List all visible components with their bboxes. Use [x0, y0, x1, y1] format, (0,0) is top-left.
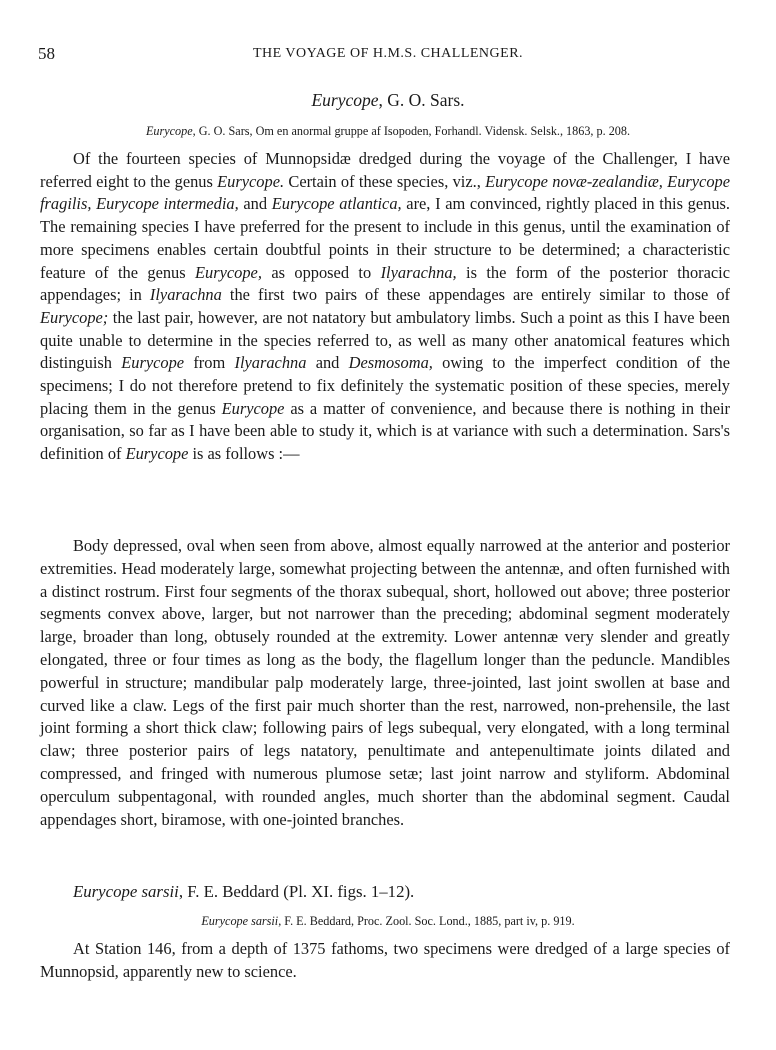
p1-italic-3: Eurycope atlantica, — [271, 194, 402, 214]
p1-text-12: as a matter of convenience, and because there is nothing in their organisation, so far as I have been able to study it, which is at variance with such a determination. Sars's definition of — [40, 398, 730, 464]
intro-paragraph — [40, 148, 730, 466]
p1-text-13: is as follows :— — [188, 444, 300, 464]
p1-text-11: owing to the imperfect condition of the specimens; I do not therefore pretend to fix definitely the systematic position of these species, merely placing them in the genus — [40, 353, 730, 418]
p1-text-3: and — [238, 194, 272, 214]
p1-italic-8: Eurycope — [121, 353, 185, 373]
p1-text-4: are, I am convinced, rightly placed in this genus. The remaining species I have preferred for the present to include in this genus, until the examination of more specimens enables certain doubtful points in their structure to be determined; a characteristic feature of the genus — [40, 194, 730, 282]
p1-text-2: Certain of these species, viz., — [284, 171, 486, 191]
genus-heading — [0, 90, 776, 111]
p1-italic-1: Eurycope. — [217, 171, 285, 191]
p1-text-8: the last pair, however, are not natatory but ambulatory limbs. Such a point as this I have been quite unable to determine in the species referred to, as well as many other anatomical features which distinguish — [40, 307, 730, 373]
page-number: 58 — [38, 44, 55, 63]
p1-italic-12: Eurycope — [125, 444, 189, 464]
p1-text-10: and — [306, 353, 349, 373]
genus-reference — [0, 124, 776, 139]
genus-heading-author: , G. O. Sars. — [378, 90, 465, 110]
species-heading-author: , F. E. Beddard (Pl. XI. figs. 1–12). — [178, 882, 415, 901]
p1-italic-11: Eurycope — [221, 398, 285, 418]
p1-italic-5: Ilyarachna, — [380, 262, 457, 282]
definition-paragraph: Body depressed, oval when seen from above, almost equally narrowed at the anterior and posterior extremities. Head moderately large, somewhat projecting between the antennæ, and often furnished with a distinct rostrum. First four segments of the thorax subequal, short, hollowed out above; three posterior segments convex above, larger, but not narrower than the preceding; abdominal segment moderately large, broader than long, obtusely rounded at the extremity. Lower antennæ very slender and greatly elongated, three or four times as long as the body, the flagellum longer than the peduncle. Mandibles powerful in structure; mandibular palp moderately large, three-jointed, last joint swollen at base and curved like a claw. Legs of the first pair much shorter than the rest, narrowed, non-prehensile, the last joint forming a short thick claw; following pairs of legs subequal, very elongated, with a long terminal claw; three posterior pairs of legs natatory, penultimate and antepenultimate joints dilated and compressed, and fringed with numerous plumose setæ; last joint narrow and styliform. Abdominal operculum subpentagonal, with rounded angles, much shorter than the abdominal segment. Caudal appendages short, biramose, with one-jointed branches. — [40, 536, 730, 829]
p1-italic-7: Eurycope; — [40, 307, 109, 327]
p1-text-1: Of the fourteen species of Munnopsidæ dredged during the voyage of the Challenger, I have referred eight to the genus — [40, 149, 730, 191]
species-reference-name: Eurycope sarsii — [201, 914, 279, 928]
p1-italic-10: Desmosoma, — [348, 353, 433, 373]
genus-reference-name: Eurycope — [145, 124, 193, 138]
p1-text-5: as opposed to — [261, 262, 381, 282]
p1-italic-6: Ilyarachna — [149, 285, 222, 305]
species-heading-name: Eurycope sarsii — [73, 882, 179, 901]
species-heading — [40, 882, 730, 902]
p1-text-9: from — [184, 353, 235, 373]
p1-italic-9: Ilyarachna — [234, 353, 307, 373]
station-paragraph: At Station 146, from a depth of 1375 fathoms, two specimens were dredged of a large species of Munnopsid, apparently new to science. — [40, 939, 730, 981]
p1-italic-2: Eurycope novæ-zealandiæ, Eurycope fragilis, Eurycope intermedia, — [40, 171, 730, 214]
species-reference-citation: , F. E. Beddard, Proc. Zool. Soc. Lond., 1885, part iv, p. 919. — [278, 914, 575, 928]
p1-text-6: is the form of the posterior thoracic appendages; in — [40, 262, 730, 305]
genus-reference-citation: , G. O. Sars, Om en anormal gruppe af Isopoden, Forhandl. Vidensk. Selsk., 1863, p. 208. — [192, 124, 631, 138]
p1-italic-4: Eurycope, — [195, 262, 262, 282]
species-reference — [0, 914, 776, 929]
running-head: THE VOYAGE OF H.M.S. CHALLENGER. — [252, 46, 524, 61]
p1-text-7: the first two pairs of these appendages are entirely similar to those of — [221, 285, 730, 305]
genus-heading-name: Eurycope — [311, 90, 379, 110]
